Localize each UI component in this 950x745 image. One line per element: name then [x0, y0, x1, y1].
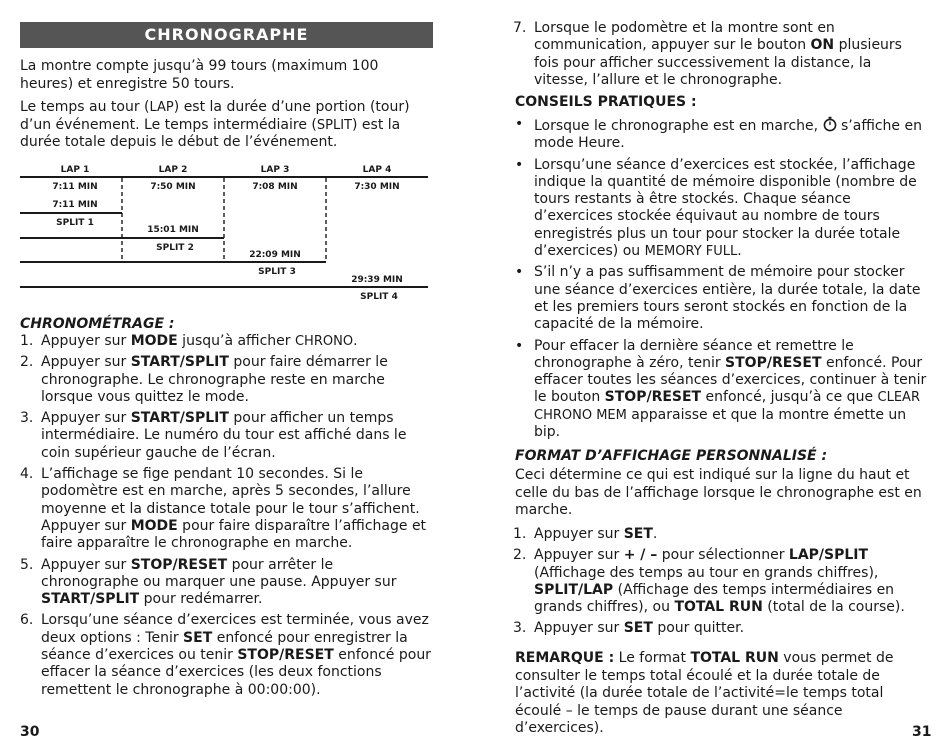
text-run: enfoncé pour enregistrer la séance d’exercices ou tenir — [41, 629, 408, 664]
definition-paragraph — [20, 99, 435, 152]
list-marker: 3. — [513, 620, 527, 637]
text-run: Appuyer sur — [41, 410, 131, 427]
text-run: Appuyer sur — [41, 333, 131, 349]
list-item — [20, 333, 435, 350]
list-marker: 4. — [20, 466, 34, 483]
split-label: SPLIT 1 — [56, 218, 94, 228]
list-item — [20, 410, 435, 462]
text-run: Appuyer sur — [534, 526, 624, 542]
display-text: MEMORY FULL — [644, 244, 738, 260]
list-item — [20, 466, 435, 552]
bold-term: STOP/RESET — [604, 389, 702, 406]
format-steps-list — [513, 526, 928, 638]
text-run: Le format — [614, 650, 691, 666]
lap-label: LAP 1 — [60, 165, 90, 175]
split-label: SPLIT 2 — [156, 243, 194, 253]
list-item — [20, 354, 435, 406]
list-item — [513, 547, 928, 616]
list-marker: • — [515, 156, 524, 173]
bold-term: STOP/RESET — [130, 556, 228, 573]
text-run: Appuyer sur — [41, 354, 131, 371]
text-run: s’affiche en mode Heure. — [534, 118, 922, 152]
text-run: Appuyer sur — [534, 620, 624, 637]
bold-term: MODE — [130, 517, 178, 534]
bold-term: START/SPLIT — [41, 591, 140, 608]
text-run: (Affichage des temps intermédiaires en grands chiffres), ou — [534, 581, 895, 616]
text-run: enfoncé. Pour effacer toutes les séances d’exercices, continuer à tenir le bouton — [534, 354, 927, 406]
text-run: apparaisse et que la montre émette un bip. — [534, 406, 907, 441]
text-run: L’affichage se fige pendant 10 secondes. Si le podomètre est en marche, après 5 secondes, l’allure moyenne et la distance totale pour le tour s’affichent. Appuyer sur — [41, 466, 420, 534]
page-number-left: 30 — [20, 724, 40, 740]
lap-time-label: 7:08 MIN — [252, 182, 298, 192]
text-run: pour afficher un temps intermédiaire. Le numéro du tour est affiché dans le coin supérieur gauche de l’écran. — [41, 410, 407, 461]
text-run: plusieurs fois pour afficher successivement la distance, la vitesse, l’allure et le chronographe. — [534, 37, 902, 88]
text-run: pour faire disparaître l’affichage et faire apparaître le chronographe en marche. — [41, 517, 427, 552]
text-run: Pour effacer la dernière séance et remettre le chronographe à zéro, tenir — [534, 337, 854, 371]
tips-heading: CONSEILS PRATIQUES : — [515, 94, 697, 110]
intro-paragraph: La montre compte jusqu’à 99 tours (maximum 100 heures) et enregistre 50 tours. — [20, 58, 379, 92]
list-marker: • — [515, 116, 524, 132]
format-intro: Ceci détermine ce qui est indiqué sur la ligne du haut et celle du bas de l’affichage lorsque le chronographe est en marche. — [515, 467, 922, 518]
text-run: pour redémarrer. — [139, 591, 263, 608]
text-run: Lorsqu’une séance d’exercices est stockée, l’affichage indique la quantité de mémoire disponible (nombre de tours restants à être stockés. Chaque séance d’exercices stockée équivaut au nombre de tours enregistrés plus un tour pour stocker la durée totale d’exercices) ou — [534, 156, 917, 260]
split-time-label: 15:01 MIN — [147, 225, 199, 235]
text-run: Appuyer sur — [534, 547, 624, 564]
text-run: Lorsqu’une séance d’exercices est terminée, vous avez deux options : Tenir — [41, 612, 429, 646]
text-run: (total de la course). — [762, 599, 905, 616]
bold-term: START/SPLIT — [130, 410, 229, 427]
lap-label: LAP 2 — [158, 165, 188, 175]
text-run: (Affichage des temps au tour en grands chiffres), — [534, 564, 879, 581]
text-run: pour quitter. — [652, 620, 745, 637]
list-item — [513, 338, 928, 442]
section-banner: CHRONOGRAPHE — [20, 22, 433, 48]
bold-term: STOP/RESET — [237, 647, 334, 664]
display-text: CHRONO — [294, 334, 354, 349]
list-marker: 2. — [20, 354, 34, 371]
step-7-list — [513, 20, 928, 89]
text-run: . — [353, 333, 358, 349]
split-label: SPLIT 4 — [360, 292, 398, 302]
definition-text-c: ) est la durée totale depuis le début de l’événement. — [20, 116, 401, 150]
text-run: vous permet de consulter le temps total écoulé et la durée totale de l’activité (la durée totale de l’activité=le temps total écoulé – le temps de pause durant une séance d’exercices). — [515, 650, 894, 736]
list-item — [513, 264, 928, 333]
list-marker: 1. — [513, 526, 527, 542]
stopwatch-icon — [823, 118, 837, 134]
bold-term: STOP/RESET — [725, 354, 822, 371]
lap-label: LAP 4 — [362, 165, 392, 175]
split-label: SPLIT 3 — [258, 267, 296, 277]
list-marker: • — [515, 337, 524, 354]
chrono-heading: CHRONOMÉTRAGE : — [20, 316, 175, 332]
list-marker: 1. — [20, 333, 34, 349]
list-item — [513, 116, 928, 153]
bold-term: SPLIT/LAP — [534, 581, 614, 598]
list-marker: 2. — [513, 547, 527, 564]
bold-term: + / – — [623, 547, 658, 564]
bold-term: SET — [623, 620, 653, 637]
text-run: pour faire démarrer le chronographe. Le chronographe reste en marche lorsque vous quittez le mode. — [41, 354, 388, 405]
lap-term: LAP — [149, 100, 174, 115]
list-item — [513, 157, 928, 261]
definition-text-a: Le temps au tour ( — [20, 99, 150, 115]
text-run: enfoncé, jusqu’à ce que — [701, 389, 878, 406]
text-run: Appuyer sur — [41, 556, 131, 573]
list-item — [513, 620, 928, 637]
split-time-label: 22:09 MIN — [249, 250, 301, 260]
definition-text-b: ) est la durée d’une portion (tour) d’un événement. Le temps intermédiaire ( — [20, 99, 410, 133]
list-marker: 3. — [20, 410, 34, 427]
display-text: CLEAR CHRONO MEM — [534, 390, 920, 423]
list-marker: 5. — [20, 556, 34, 573]
list-item — [20, 612, 435, 698]
bold-term: REMARQUE : — [515, 650, 615, 666]
bold-term: LAP/SPLIT — [788, 547, 869, 564]
list-item — [513, 20, 928, 89]
list-marker: 6. — [20, 612, 34, 629]
text-run: . — [652, 526, 658, 542]
bold-term: TOTAL RUN — [674, 599, 763, 616]
bold-term: ON — [810, 37, 835, 54]
list-item — [20, 557, 435, 609]
lap-time-label: 7:50 MIN — [150, 182, 196, 192]
list-marker: 7. — [513, 20, 527, 36]
text-run: jusqu’à afficher — [177, 333, 295, 349]
text-run: . — [737, 243, 742, 260]
bold-term: SET — [183, 629, 213, 646]
text-run: Lorsque le chronographe est en marche, — [534, 118, 823, 134]
lap-split-diagram — [20, 160, 430, 305]
list-marker: • — [515, 264, 524, 281]
note-paragraph — [515, 650, 928, 738]
lap-time-label: 7:11 MIN — [52, 182, 98, 192]
list-item — [513, 526, 928, 543]
bold-term: TOTAL RUN — [690, 650, 779, 666]
tips-list — [513, 116, 928, 441]
format-heading: FORMAT D’AFFICHAGE PERSONNALISÉ : — [515, 448, 828, 464]
text-run: pour sélectionner — [657, 547, 789, 564]
text-run: S’il n’y a pas suffisamment de mémoire pour stocker une séance d’exercices entière, la durée totale, la date et les premiers tours seront stockés en fonction de la capacité de la mémoire. — [534, 264, 921, 333]
text-run: enfoncé pour effacer la séance d’exercices (les deux fonctions remettent le chronographe à 00:00:00). — [41, 647, 431, 698]
page-number-right: 31 — [912, 724, 932, 740]
bold-term: MODE — [130, 333, 178, 349]
bold-term: START/SPLIT — [130, 354, 229, 371]
split-time-label: 7:11 MIN — [52, 200, 98, 210]
split-term: SPLIT — [316, 117, 352, 133]
lap-label: LAP 3 — [260, 165, 290, 175]
text-run: pour arrêter le chronographe ou marquer une pause. Appuyer sur — [41, 556, 397, 590]
bold-term: SET — [623, 526, 653, 542]
text-run: Lorsque le podomètre et la montre sont en communication, appuyer sur le bouton — [534, 20, 835, 54]
chrono-steps-list — [20, 333, 435, 699]
split-time-label: 29:39 MIN — [351, 275, 403, 285]
lap-time-label: 7:30 MIN — [354, 182, 400, 192]
